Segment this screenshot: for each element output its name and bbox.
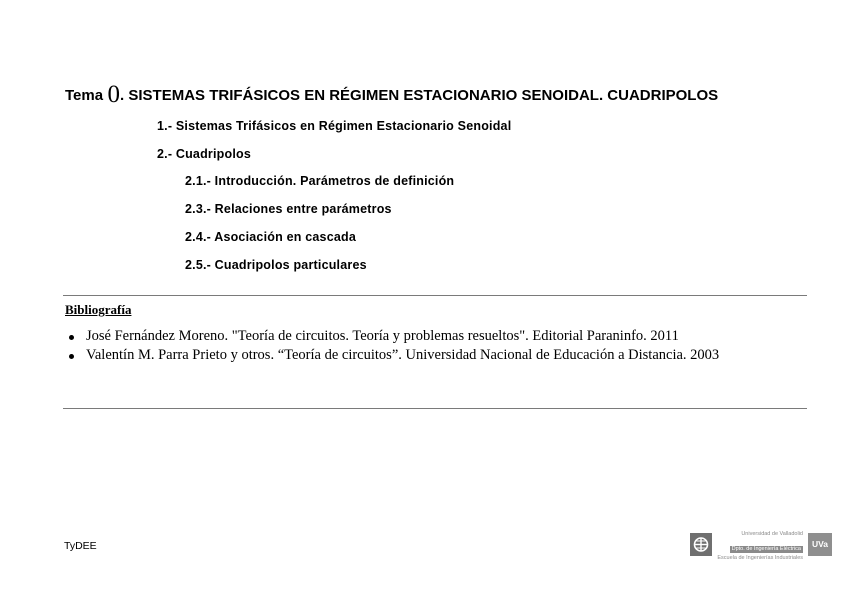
bibliography-entry-text: Valentín M. Parra Prieto y otros. “Teoría de circuitos”. Universidad Nacional de Educación a Distancia. 2003 xyxy=(86,347,720,363)
electrical-engineering-department-icon xyxy=(690,533,712,556)
bibliography-entry-text: José Fernández Moreno. "Teoría de circuitos. Teoría y problemas resueltos". Editorial Paraninfo. 2011 xyxy=(86,328,679,344)
toc-item-2-4: 2.4.- Asociación en cascada xyxy=(185,230,356,244)
toc-item-2-5: 2.5.- Cuadripolos particulares xyxy=(185,258,367,272)
bibliography-list xyxy=(65,327,719,365)
tema-label: Tema xyxy=(65,87,104,104)
footer-label: TyDEE xyxy=(64,540,97,552)
bibliography-entry xyxy=(65,327,719,346)
page-title xyxy=(65,80,719,108)
logo-school-name: Escuela de Ingenierías Industriales xyxy=(717,554,803,561)
divider-top xyxy=(63,295,807,296)
toc-item-2-3: 2.3.- Relaciones entre parámetros xyxy=(185,202,392,216)
toc-item-2-1: 2.1.- Introducción. Parámetros de definición xyxy=(185,174,455,188)
bibliography-heading: Bibliografía xyxy=(65,302,132,317)
logo-text-block xyxy=(717,531,803,559)
uva-badge: UVa xyxy=(808,533,832,556)
logo-university-name: Universidad de Valladolid xyxy=(741,531,803,537)
tema-title-text: . SISTEMAS TRIFÁSICOS EN RÉGIMEN ESTACIONARIO SENOIDAL. CUADRIPOLOS xyxy=(120,87,719,104)
tema-number: 0 xyxy=(107,81,121,108)
bullet-icon xyxy=(69,354,74,359)
logo-department-name: Dpto. de Ingeniería Eléctrica xyxy=(731,545,801,552)
bullet-icon xyxy=(69,335,74,340)
divider-bottom xyxy=(63,408,807,409)
toc-item-2: 2.- Cuadripolos xyxy=(157,147,251,161)
bibliography-entry xyxy=(65,346,719,365)
institution-logo xyxy=(690,531,832,559)
toc-item-1: 1.- Sistemas Trifásicos en Régimen Estacionario Senoidal xyxy=(157,119,512,133)
